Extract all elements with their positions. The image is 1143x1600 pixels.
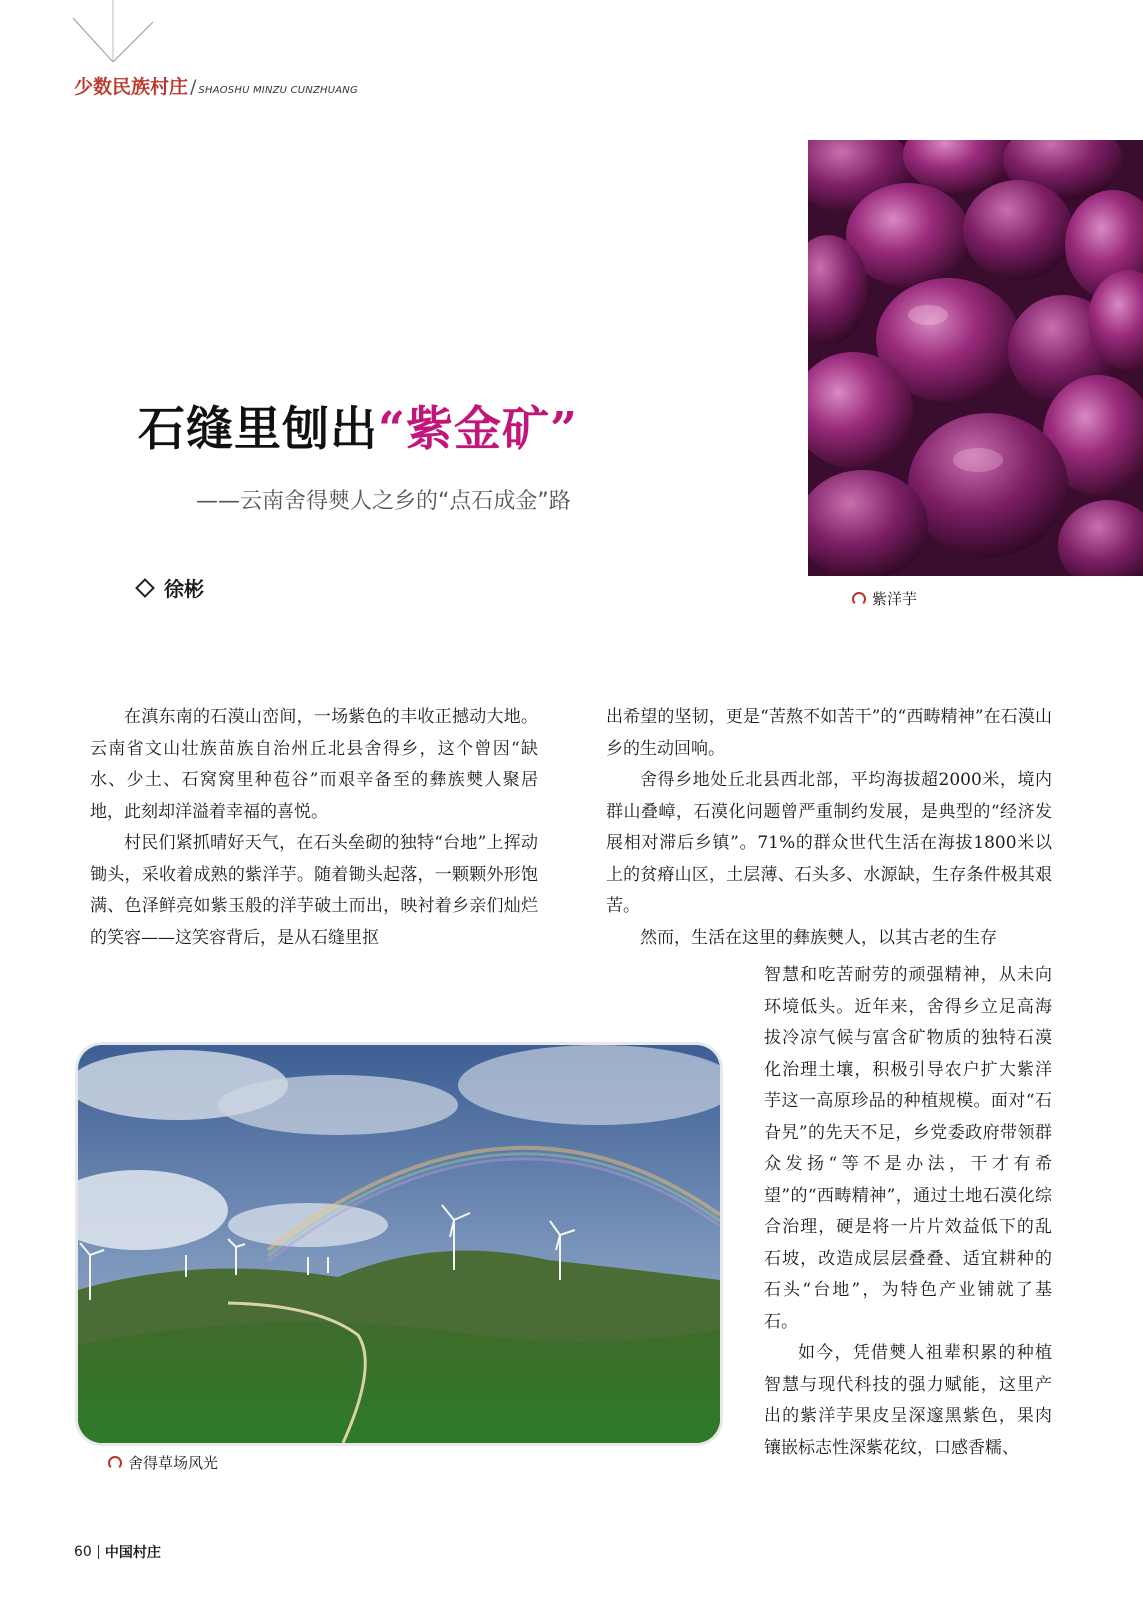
body-column-3 xyxy=(764,960,1052,1464)
section-title-en: SHAOSHU MINZU CUNZHUANG xyxy=(198,85,358,96)
paragraph: 如今，凭借僰人祖辈积累的种植智慧与现代科技的强力赋能，这里产出的紫洋芋果皮呈深邃黑紫色，果肉镶嵌标志性深紫花纹，口感香糯、 xyxy=(764,1343,1052,1458)
article-subtitle: ——云南舍得僰人之乡的“点石成金”路 xyxy=(196,489,571,514)
paragraph: 在滇东南的石漠山峦间，一场紫色的丰收正撼动大地。云南省文山壮族苗族自治州丘北县舍得乡，这个曾因“缺水、少土、石窝窝里种苞谷”而艰辛备至的彝族僰人聚居地，此刻却洋溢着幸福的喜悦。 xyxy=(90,707,538,822)
magazine-brand: 中国村庄 xyxy=(104,1545,161,1561)
section-label xyxy=(74,72,358,99)
paragraph-continued: 智慧和吃苦耐劳的顽强精神，从未向环境低头。近年来，舍得乡立足高海拔冷凉气候与富含矿物质的独特石漠化治理土壤，积极引导农户扩大紫洋芋这一高原珍品的种植规模。面对“石旮旯”的先天不足，乡党委政府带领群众发扬“等不是办法，干才有希望”的“西畴精神”，通过土地石漠化综合治理，硬是将一片片效益低下的乱石坡，改造成层层叠叠、适宜耕种的石头“台地”，为特色产业铺就了基石。 xyxy=(764,965,1052,1332)
paragraph-continued: 出希望的坚韧，更是“苦熬不如苦干”的“西畴精神”在石漠山乡的生动回响。 xyxy=(606,707,1052,759)
title-prefix: 石缝里刨出 xyxy=(138,402,378,457)
grassland-landscape-photo xyxy=(78,1045,720,1443)
title-highlight: “紫金矿” xyxy=(378,402,579,457)
page-number: 60 xyxy=(74,1544,92,1560)
taro-caption xyxy=(852,588,917,609)
landscape-caption-text: 舍得草场风光 xyxy=(128,1454,219,1472)
caption-marker-icon xyxy=(852,592,866,606)
article-title xyxy=(138,392,578,459)
taro-caption-text: 紫洋芋 xyxy=(872,590,918,608)
paragraph: 然而，生活在这里的彝族僰人，以其古老的生存 xyxy=(640,927,997,948)
paragraph: 村民们紧抓晴好天气，在石头垒砌的独特“台地”上挥动锄头，采收着成熟的紫洋芋。随着锄头起落，一颗颗外形饱满、色泽鲜亮如紫玉般的洋芋破土而出，映衬着乡亲们灿烂的笑容——这笑容背后，是从石缝里抠 xyxy=(90,833,538,948)
caption-marker-icon xyxy=(108,1456,122,1470)
section-title-cn: 少数民族村庄 xyxy=(74,76,189,98)
author-name: 徐彬 xyxy=(164,577,204,601)
landscape-caption xyxy=(108,1452,218,1473)
page-footer xyxy=(74,1542,161,1562)
body-column-1 xyxy=(90,702,538,954)
diamond-icon xyxy=(135,578,155,598)
byline xyxy=(138,573,204,602)
purple-potato-photo xyxy=(808,140,1143,576)
paragraph: 舍得乡地处丘北县西北部，平均海拔超2000米，境内群山叠嶂，石漠化问题曾严重制约发展，是典型的“经济发展相对滞后乡镇”。71%的群众世代生活在海拔1800米以上的贫瘠山区，土层薄、石头多、水源缺，生存条件极其艰苦。 xyxy=(606,770,1052,916)
body-column-2 xyxy=(606,702,1052,954)
footer-divider xyxy=(98,1545,99,1559)
section-slash: / xyxy=(190,76,197,98)
corner-decoration xyxy=(68,0,163,80)
